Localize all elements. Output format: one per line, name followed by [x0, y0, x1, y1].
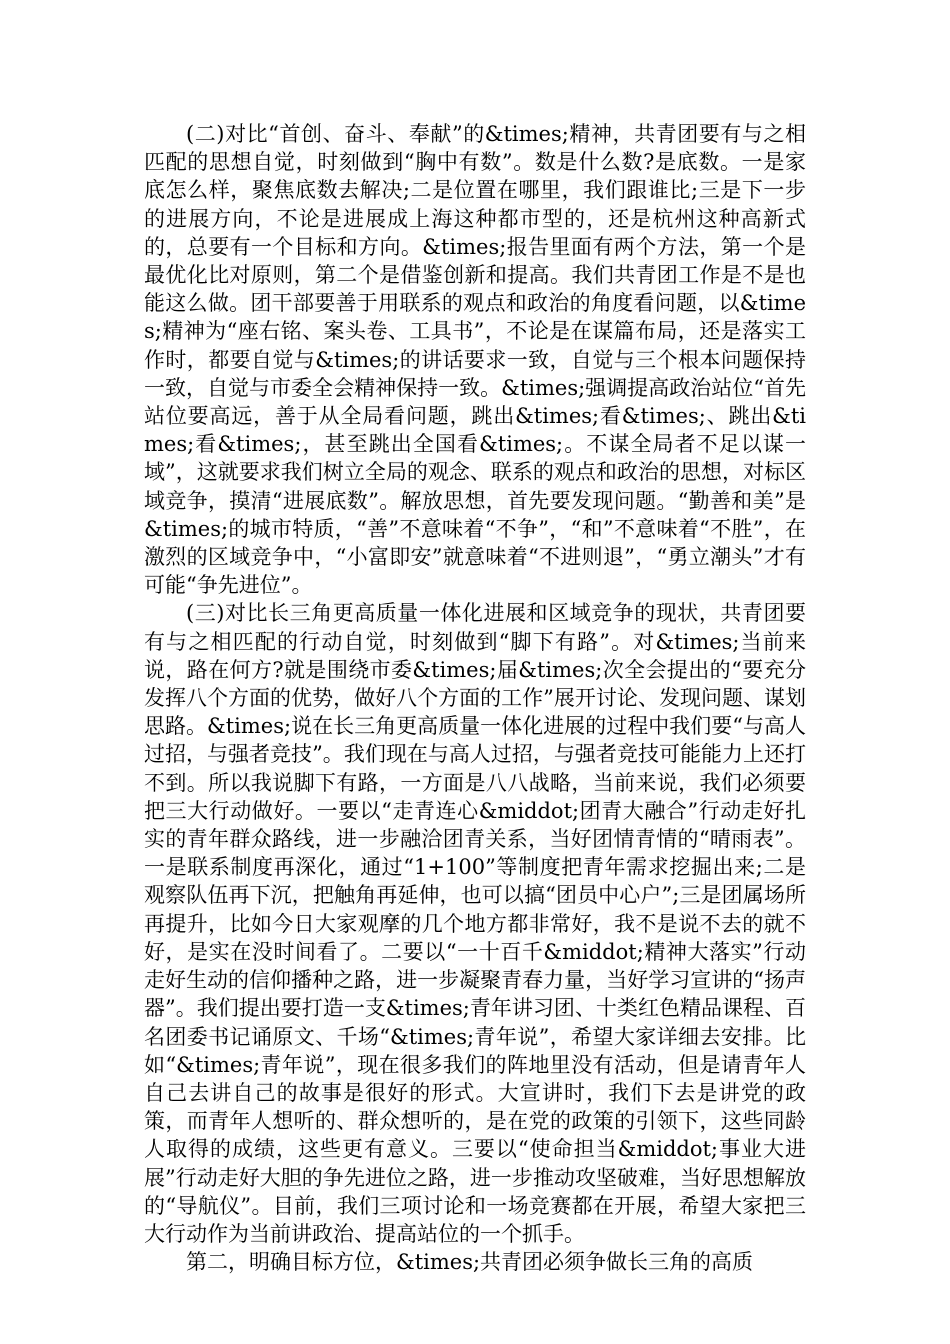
paragraph-comparison-spirit: (二)对比“首创、奋斗、奉献”的&times;精神，共青团要有与之相匹配的思想自觉，时刻做到“胸中有数”。数是什么数?是底数。一是家底怎么样，聚焦底数去解决;二是位置在哪里，我们跟谁比;三是下一步的进展方向，不论是进展成上海这种都市型的，还是杭州这种高新式的，总要有一个目标和方向。&times;报告里面有两个方法，第一个是最优化比对原则，第二个是借鉴创新和提高。我们共青团工作是不是也能这么做。团干部要善于用联系的观点和政治的角度看问题，以&times;精神为“座右铭、案头卷、工具书”，不论是在谋篇布局，还是落实工作时，都要自觉与&times;的讲话要求一致，自觉与三个根本问题保持一致，自觉与市委全会精神保持一致。&times;强调提高政治站位“首先站位要高远，善于从全局看问题，跳出&times;看&times;、跳出&times;看&times;，甚至跳出全国看&times;。不谋全局者不足以谋一域”，这就要求我们树立全局的观念、联系的观点和政治的思想，对标区域竞争，摸清“进展底数”。解放思想，首先要发现问题。“勤善和美”是&times;的城市特质，“善”不意味着“不争”，“和”不意味着“不胜”，在激烈的区域竞争中，“小富即安”就意味着“不进则退”，“勇立潮头”才有可能“争先进位”。 [144, 122, 806, 598]
paragraph-second-goal: 第二，明确目标方位，&times;共青团必须争做长三角的高质 [186, 1250, 754, 1275]
paragraph-comparison-yangtze-delta: (三)对比长三角更高质量一体化进展和区域竞争的现状，共青团要有与之相匹配的行动自觉，时刻做到“脚下有路”。对&times;当前来说，路在何方?就是围绕市委&times;届&times;次全会提出的“要充分发挥八个方面的优势，做好八个方面的工作”展开讨论、发现问题、谋划思路。&times;说在长三角更高质量一体化进展的过程中我们要“与高人过招，与强者竞技”。我们现在与高人过招，与强者竞技可能能力上还打不到。所以我说脚下有路，一方面是八八战略，当前来说，我们必须要把三大行动做好。一要以“走青连心&middot;团青大融合”行动走好扎实的青年群众路线，进一步融洽团青关系，当好团情青情的“晴雨表”。一是联系制度再深化，通过“1+100”等制度把青年需求挖掘出来;二是观察队伍再下沉，把触角再延伸，也可以搞“团员中心户”;三是团属场所再提升，比如今日大家观摩的几个地方都非常好，我不是说不去的就不好，是实在没时间看了。二要以“一十百千&middot;精神大落实”行动走好生动的信仰播种之路，进一步凝聚青春力量，当好学习宣讲的“扬声器”。我们提出要打造一支&times;青年讲习团、十类红色精品课程、百名团委书记诵原文、千场“&times;青年说”，希望大家详细去安排。比如“&times;青年说”，现在很多我们的阵地里没有活动，但是请青年人自己去讲自己的故事是很好的形式。大宣讲时，我们下去是讲党的政策，而青年人想听的、群众想听的，是在党的政策的引领下，这些同龄人取得的成绩，这些更有意义。三要以“使命担当&middot;事业大进展”行动走好大胆的争先进位之路，进一步推动攻坚破难，当好思想解放的“导航仪”。目前，我们三项讨论和一场竞赛都在开展，希望大家把三大行动作为当前讲政治、提高站位的一个抓手。 [144, 601, 806, 1246]
document-body [144, 120, 806, 1276]
